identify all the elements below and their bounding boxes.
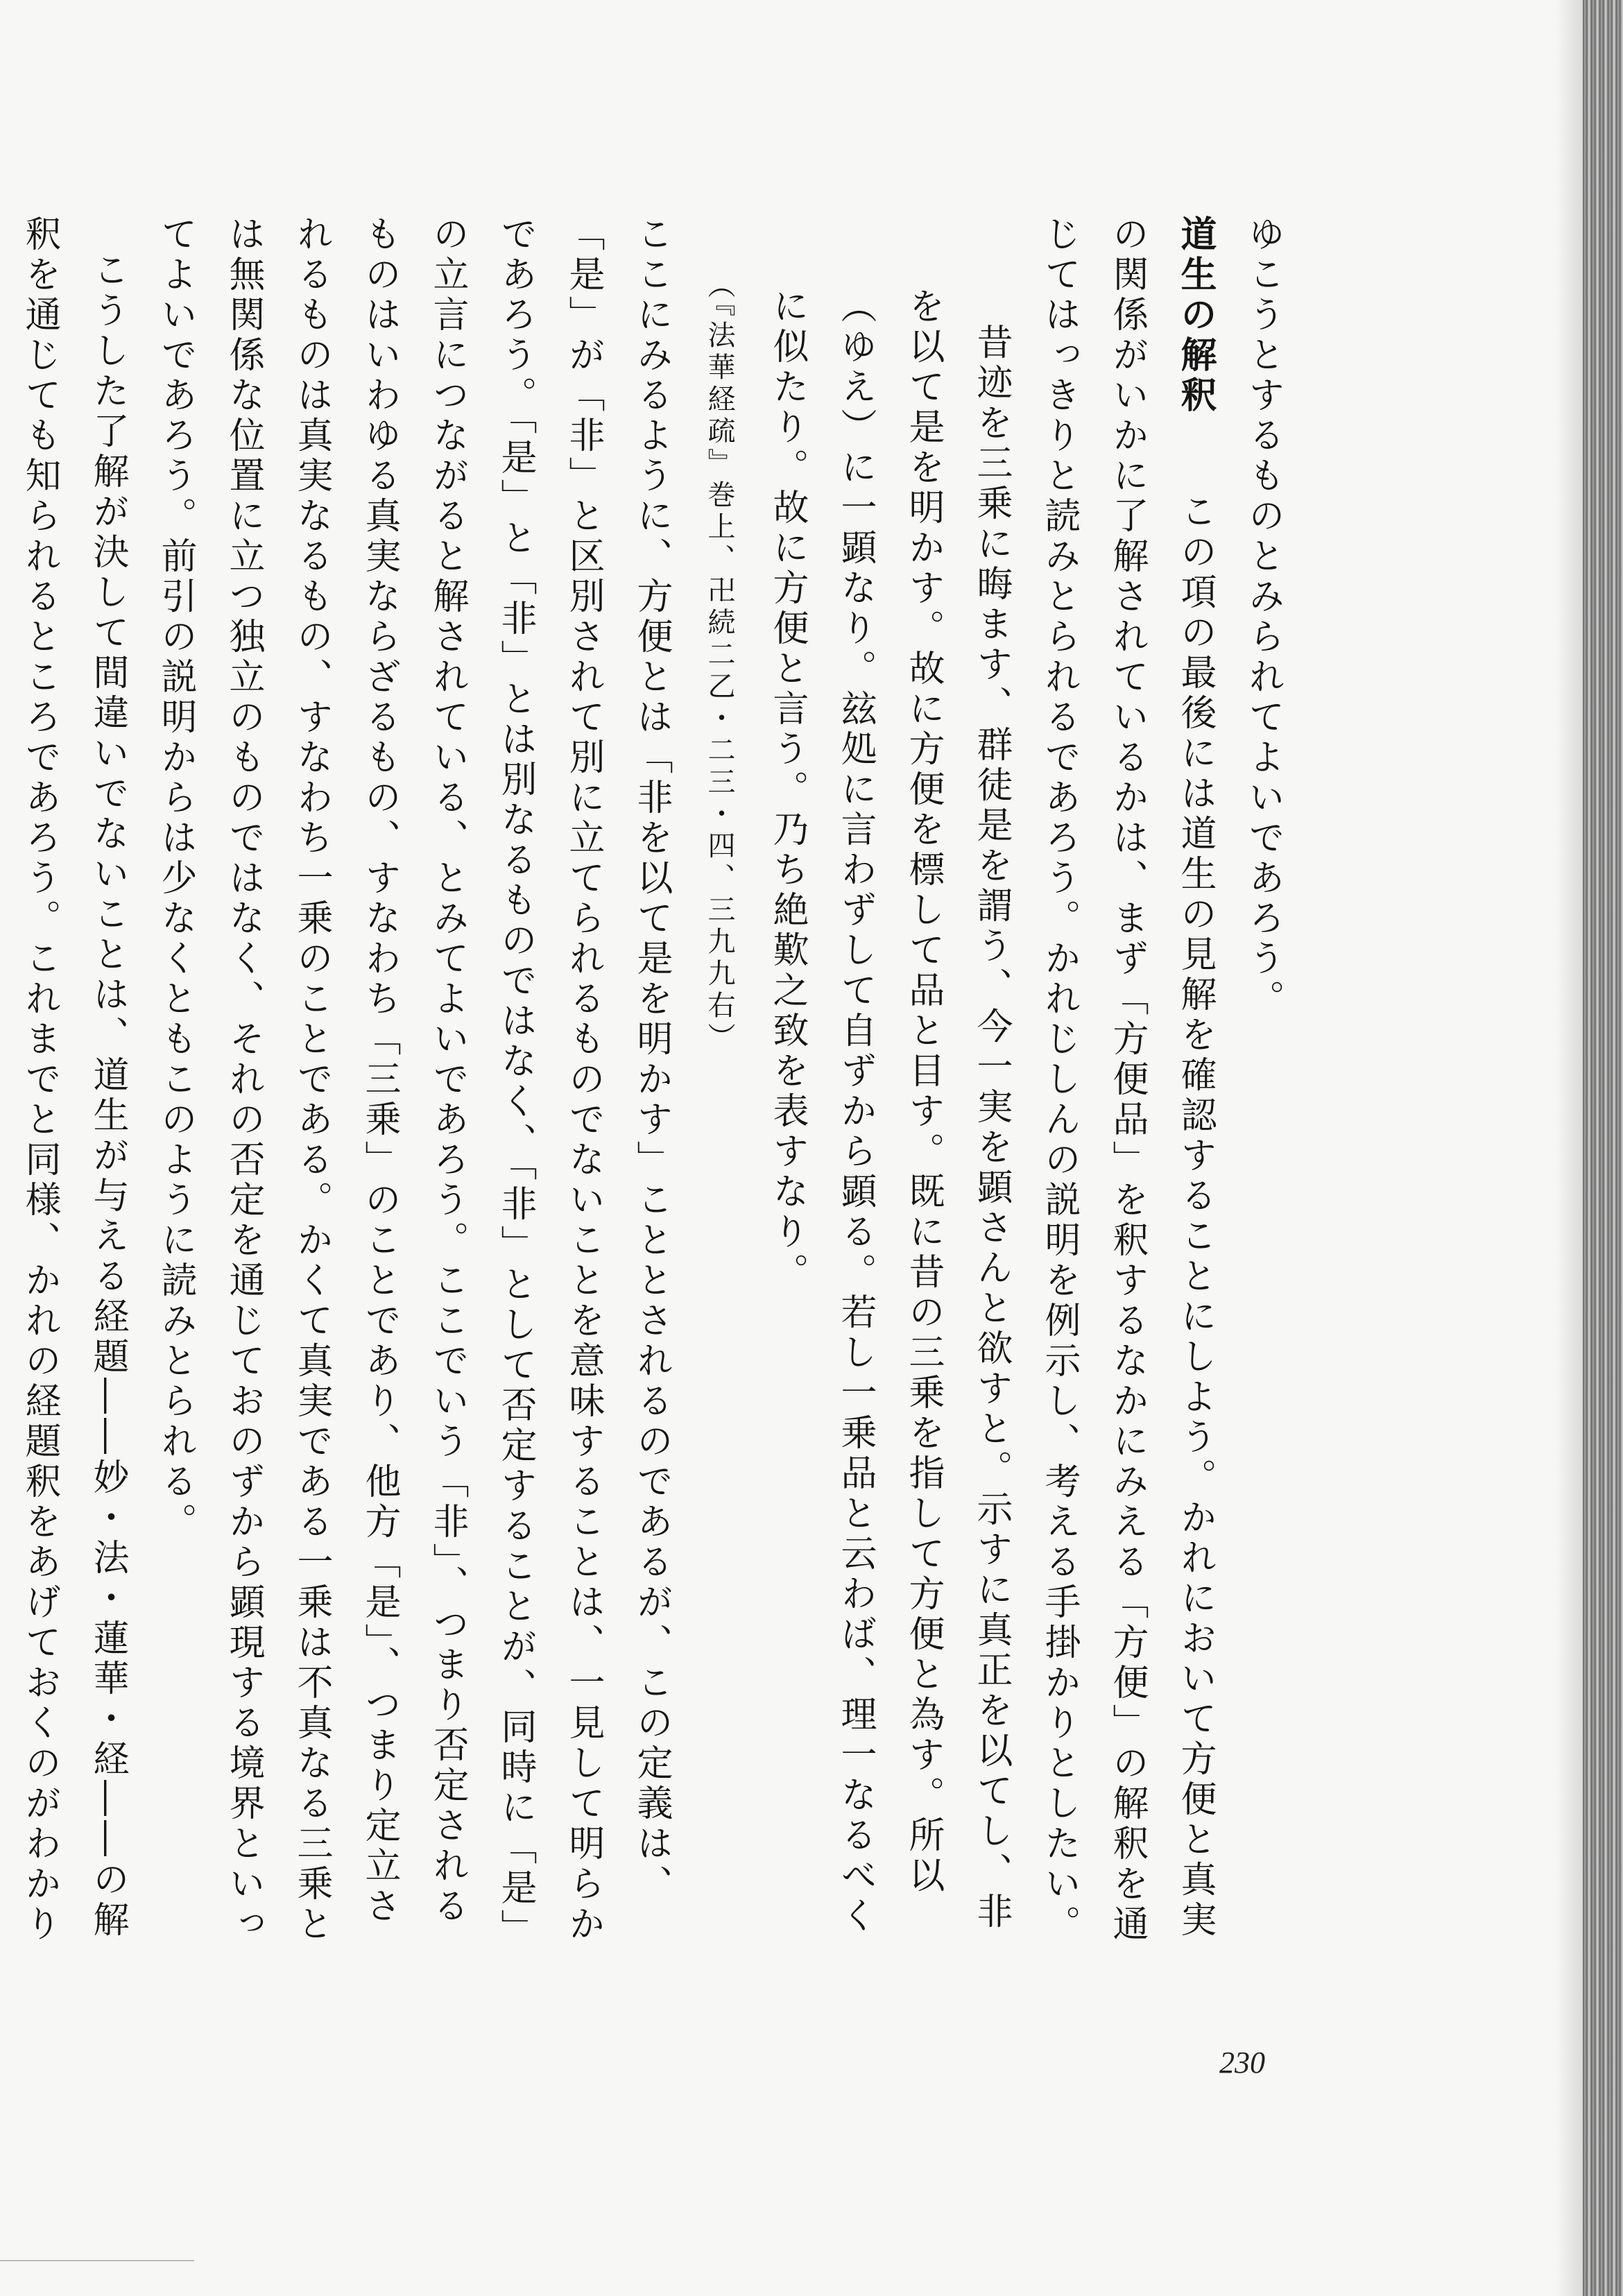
paragraph-analysis: ここにみるように、方便とは「非を以て是を明かす」こととされるのであるが、この定義は、「是」が「非」と区別されて別に立てられるものでないことを意味することは、一見して明らかであろう。「是」と「非」とは別なるものではなく、「非」として否定することが、同時に「是」の立言につながると解されている、とみてよいであろう。ここでいう「非」、つまり否定されるものはいわゆる真実ならざるもの、すなわち「三乗」のことであり、他方「是」、つまり定立されるものは真実なるもの、すなわち一乗のことである。かくて真実である一乗は不真なる三乗とは無関係な位置に立つ独立のものではなく、それの否定を通じておのずから顕現する境界といってよいであろう。前引の説明からは少なくともこのように読みとられる。 (155, 215, 672, 1949)
page-number: 230 (1219, 2046, 1265, 2080)
spine-gradient (1555, 0, 1583, 2296)
quotation-block: 昔迹を三乗に晦ます、群徒是を謂う、今一実を顕さんと欲すと。示すに真正を以てし、非を以て是を明かす。故に方便を標して品と目す。既に昔の三乗を指して方便と為す。所以（ゆえ）に一顕なり。玆処に言わずして自ずから顕る。若し一乗品と云わば、理一なるべくに似たり。故に方便と言う。乃ち絶歎之致を表すなり。 (766, 287, 1012, 1937)
scan-edge-line (0, 2260, 194, 2261)
section-paragraph (1025, 215, 1229, 1963)
section-body-text: この項の最後には道生の見解を確認することにしよう。かれにおいて方便と真実の関係がいかに了解されているかは、まず「方便品」を釈するなかにみえる「方便」の解釈を通じてはっきりと読みとられるであろう。かれじしんの説明を例示し、考える手掛かりとしたい。 (1038, 215, 1216, 1945)
continued-line: ゆこうとするものとみられてよいであろう。 (1242, 215, 1284, 1020)
vertical-text-body (0, 215, 1297, 1963)
book-spine-shadow (1583, 0, 1623, 2296)
paragraph-closing: こうした了解が決して間違いでないことは、道生が与える経題――妙・法・蓮華・経――の解釈を通じても知られるところであろう。これまでと同様、かれの経題釈をあげておくのがわかり (19, 215, 128, 1945)
section-heading: 道生の解釈 (1174, 215, 1216, 416)
quotation-source: （『法華経疏』巻上、卍続二乙・二三・四、三九九右） (703, 271, 735, 1054)
